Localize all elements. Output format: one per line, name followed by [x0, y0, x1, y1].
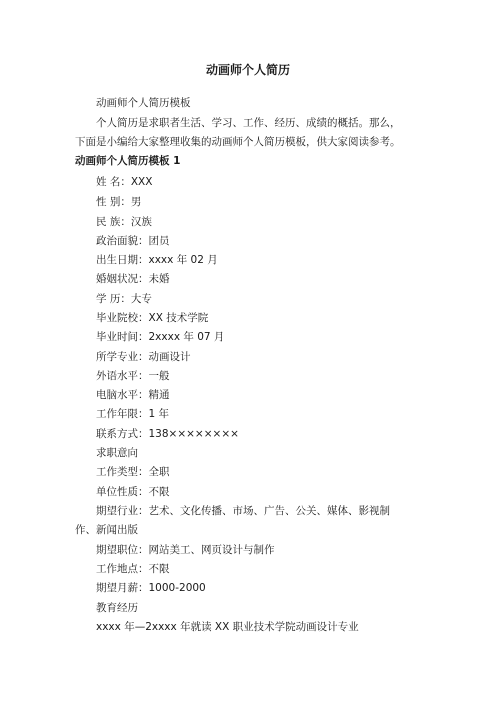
document-subtitle: 动画师个人简历模板	[96, 97, 191, 109]
field-work-years: 工作年限：1 年	[96, 408, 170, 420]
field-education-level: 学 历：大专	[96, 293, 152, 305]
field-school: 毕业院校：XX 技术学院	[96, 312, 209, 324]
field-political-status: 政治面貌：团员	[96, 235, 170, 247]
field-birth-date: 出生日期：xxxx 年 02 月	[96, 254, 218, 266]
intent-industry-line-2: 作、新闻出版	[75, 524, 138, 536]
field-graduation-date: 毕业时间：2xxxx 年 07 月	[96, 331, 225, 343]
intent-company-type: 单位性质：不限	[96, 486, 170, 498]
intent-position: 期望职位：网站美工、网页设计与制作	[96, 544, 275, 556]
intent-location: 工作地点：不限	[96, 563, 170, 575]
intent-industry-line-1: 期望行业：艺术、文化传播、市场、广告、公关、媒体、影视制	[96, 505, 390, 517]
field-computer-skill: 电脑水平：精通	[96, 389, 170, 401]
field-gender: 性 别：男	[96, 196, 142, 208]
field-marital-status: 婚姻状况：未婚	[96, 273, 170, 285]
field-name: 姓 名：XXX	[96, 176, 153, 188]
education-heading: 教育经历	[96, 602, 138, 614]
intent-salary: 期望月薪：1000-2000	[96, 582, 206, 594]
intent-job-type: 工作类型：全职	[96, 466, 170, 478]
field-ethnicity: 民 族：汉族	[96, 216, 152, 228]
intro-line-2: 下面是小编给大家整理收集的动画师个人简历模板，供大家阅读参考。	[75, 136, 401, 148]
intent-heading: 求职意向	[96, 447, 138, 459]
field-major: 所学专业：动画设计	[96, 351, 191, 363]
document-title: 动画师个人简历	[205, 63, 290, 77]
intro-line-1: 个人简历是求职者生活、学习、工作、经历、成绩的概括。那么，	[96, 117, 401, 129]
section-heading: 动画师个人简历模板 1	[75, 155, 181, 167]
education-entry: xxxx 年—2xxxx 年就读 XX 职业技术学院动画设计专业	[96, 621, 359, 633]
field-language: 外语水平：一般	[96, 370, 170, 382]
field-contact: 联系方式：138××××××××	[96, 428, 239, 440]
